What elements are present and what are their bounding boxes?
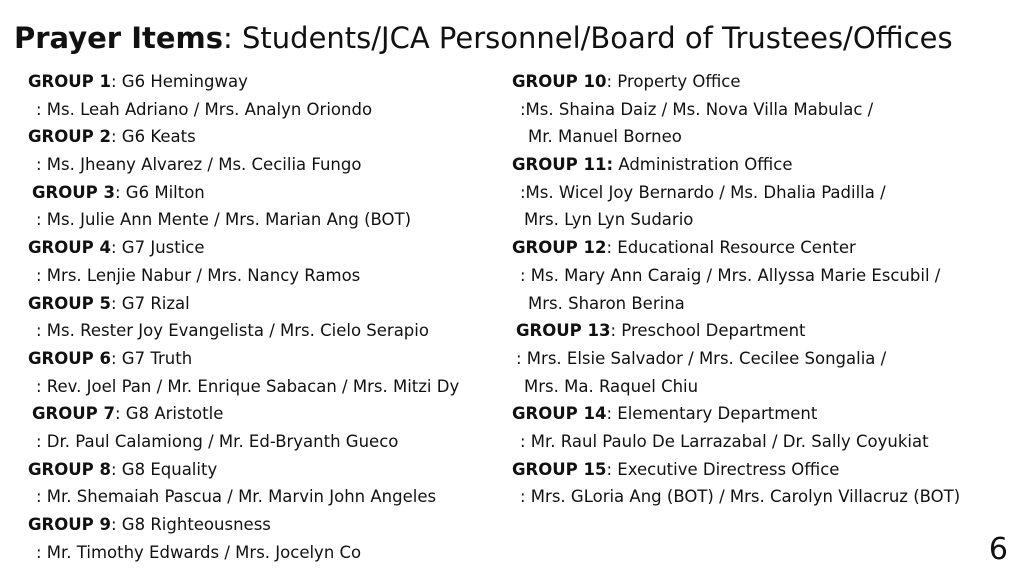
group-section: : G8 Equality: [111, 459, 218, 479]
group-section: : G6 Hemingway: [111, 72, 248, 91]
group-heading: [512, 234, 1012, 262]
group-heading: [28, 234, 498, 262]
group-label: GROUP 6: [28, 348, 111, 368]
group-label: GROUP 1: [28, 72, 111, 91]
group-members: [28, 151, 498, 179]
group-members: [512, 179, 1012, 207]
group-members: [28, 373, 498, 401]
member-names: : Mr. Timothy Edwards / Mrs. Jocelyn Co: [36, 542, 362, 562]
member-names: : Mrs. Lenjie Nabur / Mrs. Nancy Ramos: [36, 265, 361, 285]
group-heading: [512, 317, 1012, 345]
group-label: GROUP 11:: [512, 155, 614, 175]
group-label: GROUP 2: [28, 127, 111, 147]
group-label: GROUP 13: [516, 321, 611, 341]
group-label: GROUP 9: [28, 515, 111, 534]
group-heading: [28, 456, 498, 484]
member-names: Mrs. Lyn Lyn Sudario: [524, 210, 694, 230]
member-names: : Mrs. GLoria Ang (BOT) / Mrs. Carolyn Villacruz (BOT): [520, 487, 961, 507]
group-members: [28, 96, 498, 124]
member-names: :Ms. Wicel Joy Bernardo / Ms. Dhalia Padilla /: [520, 182, 886, 202]
member-names: : Ms. Julie Ann Mente / Mrs. Marian Ang (BOT): [36, 210, 412, 230]
member-names: Mrs. Ma. Raquel Chiu: [524, 376, 699, 396]
group-label: GROUP 7: [32, 404, 115, 424]
group-heading: [28, 68, 498, 96]
group-section: Administration Office: [613, 155, 793, 175]
group-members: [512, 428, 1012, 456]
group-heading: [28, 400, 498, 428]
group-heading: [512, 400, 1012, 428]
group-heading: [28, 123, 498, 151]
group-members: [28, 428, 498, 456]
group-heading: [28, 511, 498, 539]
group-heading: [512, 68, 1012, 96]
group-members: [512, 373, 1012, 401]
member-names: :Ms. Shaina Daiz / Ms. Nova Villa Mabulac /: [520, 99, 874, 119]
group-members: [28, 206, 498, 234]
group-members: [28, 483, 498, 511]
group-label: GROUP 3: [32, 182, 115, 202]
group-members: [512, 290, 1012, 318]
group-section: : G7 Rizal: [111, 293, 190, 313]
group-section: : G7 Justice: [111, 238, 205, 258]
page-number: 6: [988, 532, 1008, 567]
group-label: GROUP 12: [512, 238, 607, 258]
member-names: : Ms. Mary Ann Caraig / Mrs. Allyssa Marie Escubil /: [520, 265, 941, 285]
group-members: [28, 317, 498, 345]
group-label: GROUP 15: [512, 459, 607, 479]
group-section: : Elementary Department: [606, 404, 818, 424]
group-heading: [28, 345, 498, 373]
group-members: [512, 123, 1012, 151]
group-section: : G8 Aristotle: [115, 404, 224, 424]
member-names: Mrs. Sharon Berina: [528, 293, 685, 313]
group-section: : Educational Resource Center: [606, 238, 856, 258]
group-heading: [512, 151, 1012, 179]
group-label: GROUP 5: [28, 293, 111, 313]
member-names: : Ms. Leah Adriano / Mrs. Analyn Oriondo: [36, 99, 373, 119]
member-names: : Rev. Joel Pan / Mr. Enrique Sabacan / Mrs. Mitzi Dy: [36, 376, 460, 396]
member-names: : Mrs. Elsie Salvador / Mrs. Cecilee Songalia /: [516, 348, 887, 368]
group-members: [512, 96, 1012, 124]
page-title: [14, 20, 953, 56]
member-names: : Mr. Shemaiah Pascua / Mr. Marvin John Angeles: [36, 487, 437, 507]
group-label: GROUP 10: [512, 72, 607, 91]
left-column: [28, 68, 498, 566]
group-heading: [28, 179, 498, 207]
group-members: [28, 539, 498, 567]
group-label: GROUP 8: [28, 459, 111, 479]
member-names: : Dr. Paul Calamiong / Mr. Ed-Bryanth Gueco: [36, 431, 399, 451]
member-names: : Mr. Raul Paulo De Larrazabal / Dr. Sally Coyukiat: [520, 431, 929, 451]
title-rest: : Students/JCA Personnel/Board of Trustees/Offices: [223, 21, 953, 55]
group-label: GROUP 14: [512, 404, 607, 424]
group-section: : Property Office: [606, 72, 741, 91]
group-members: [512, 262, 1012, 290]
group-section: : G6 Milton: [115, 182, 205, 202]
right-column: [512, 68, 1012, 511]
group-members: [28, 262, 498, 290]
group-section: : G6 Keats: [111, 127, 196, 147]
group-members: [512, 206, 1012, 234]
group-section: : Executive Directress Office: [606, 459, 840, 479]
group-section: : G8 Righteousness: [111, 515, 271, 534]
group-label: GROUP 4: [28, 238, 111, 258]
title-bold: Prayer Items: [14, 21, 224, 55]
member-names: : Ms. Rester Joy Evangelista / Mrs. Cielo Serapio: [36, 321, 429, 341]
group-members: [512, 483, 1012, 511]
group-section: : Preschool Department: [610, 321, 806, 341]
group-heading: [512, 456, 1012, 484]
group-section: : G7 Truth: [111, 348, 193, 368]
member-names: : Ms. Jheany Alvarez / Ms. Cecilia Fungo: [36, 155, 362, 175]
member-names: Mr. Manuel Borneo: [528, 127, 682, 147]
group-members: [512, 345, 1012, 373]
group-heading: [28, 290, 498, 318]
